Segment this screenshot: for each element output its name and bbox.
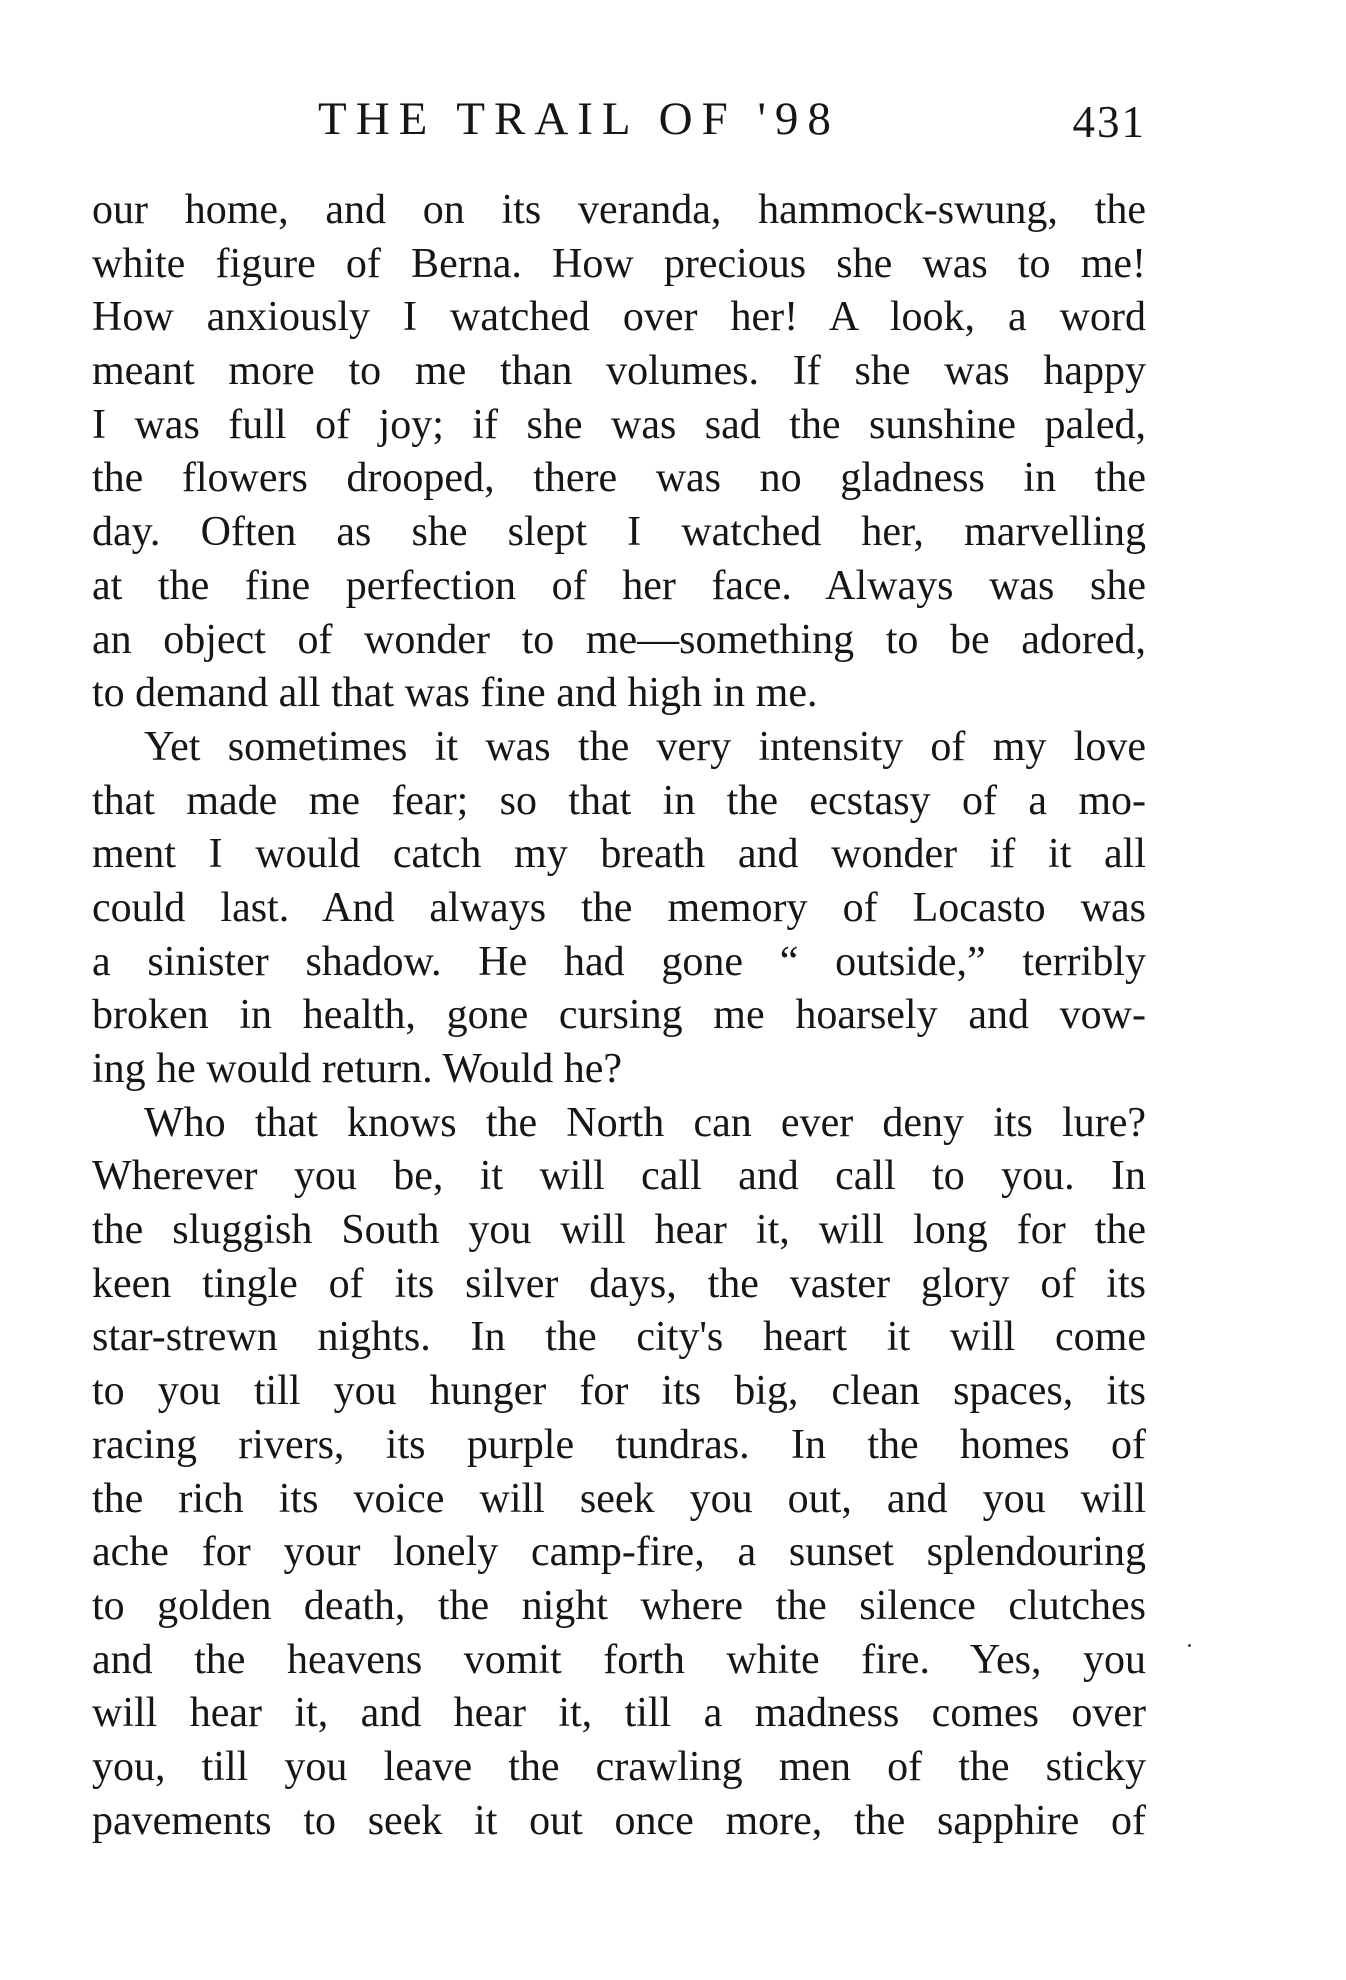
text-line: at the fine perfection of her face. Always was she bbox=[92, 562, 1146, 609]
text-line: that made me fear; so that in the ecstasy of a mo- bbox=[92, 777, 1146, 824]
running-head: THE TRAIL OF '98 bbox=[318, 93, 840, 145]
text-line: a sinister shadow. He had gone “ outside,” terribly bbox=[92, 938, 1146, 985]
text-line: to golden death, the night where the silence clutches bbox=[92, 1582, 1146, 1629]
text-line: the sluggish South you will hear it, will long for the bbox=[92, 1207, 1146, 1254]
ink-speck bbox=[1188, 1644, 1191, 1647]
text-line: to demand all that was fine and high in me. bbox=[92, 670, 818, 717]
text-line: our home, and on its veranda, hammock-swung, the bbox=[92, 187, 1146, 233]
text-line: will hear it, and hear it, till a madness comes over bbox=[92, 1690, 1146, 1737]
page-header bbox=[92, 92, 1146, 152]
text-line: to you till you hunger for its big, clean spaces, its bbox=[92, 1368, 1146, 1415]
text-line: ment I would catch my breath and wonder if it all bbox=[92, 831, 1146, 878]
text-line: the rich its voice will seek you out, and you will bbox=[92, 1475, 1146, 1522]
text-line: could last. And always the memory of Locasto was bbox=[92, 884, 1146, 931]
text-line: keen tingle of its silver days, the vaster glory of its bbox=[92, 1260, 1146, 1307]
body-text bbox=[92, 184, 1146, 1848]
text-line: How anxiously I watched over her! A look, a word bbox=[92, 294, 1146, 341]
text-line: Yet sometimes it was the very intensity of my love bbox=[144, 723, 1146, 770]
text-line: racing rivers, its purple tundras. In the homes of bbox=[92, 1421, 1146, 1468]
text-line: broken in health, gone cursing me hoarsely and vow- bbox=[92, 992, 1146, 1039]
text-line: pavements to seek it out once more, the sapphire of bbox=[92, 1797, 1146, 1844]
text-line: star-strewn nights. In the city's heart it will come bbox=[92, 1314, 1146, 1361]
text-line: Wherever you be, it will call and call to you. In bbox=[92, 1153, 1146, 1200]
text-line: the flowers drooped, there was no gladness in the bbox=[92, 455, 1146, 502]
text-line: an object of wonder to me—something to be adored, bbox=[92, 616, 1146, 663]
page-number: 431 bbox=[1072, 97, 1146, 147]
text-line: ache for your lonely camp-fire, a sunset splendouring bbox=[92, 1529, 1146, 1576]
text-line: meant more to me than volumes. If she was happy bbox=[92, 348, 1146, 395]
text-line: day. Often as she slept I watched her, marvelling bbox=[92, 509, 1146, 556]
text-line: ing he would return. Would he? bbox=[92, 1046, 623, 1092]
text-line: white figure of Berna. How precious she was to me! bbox=[92, 240, 1146, 287]
text-line: you, till you leave the crawling men of the sticky bbox=[92, 1743, 1146, 1790]
text-line: I was full of joy; if she was sad the sunshine paled, bbox=[92, 401, 1146, 448]
text-line: and the heavens vomit forth white fire. Yes, you bbox=[92, 1636, 1146, 1683]
text-line: Who that knows the North can ever deny its lure? bbox=[144, 1099, 1146, 1146]
